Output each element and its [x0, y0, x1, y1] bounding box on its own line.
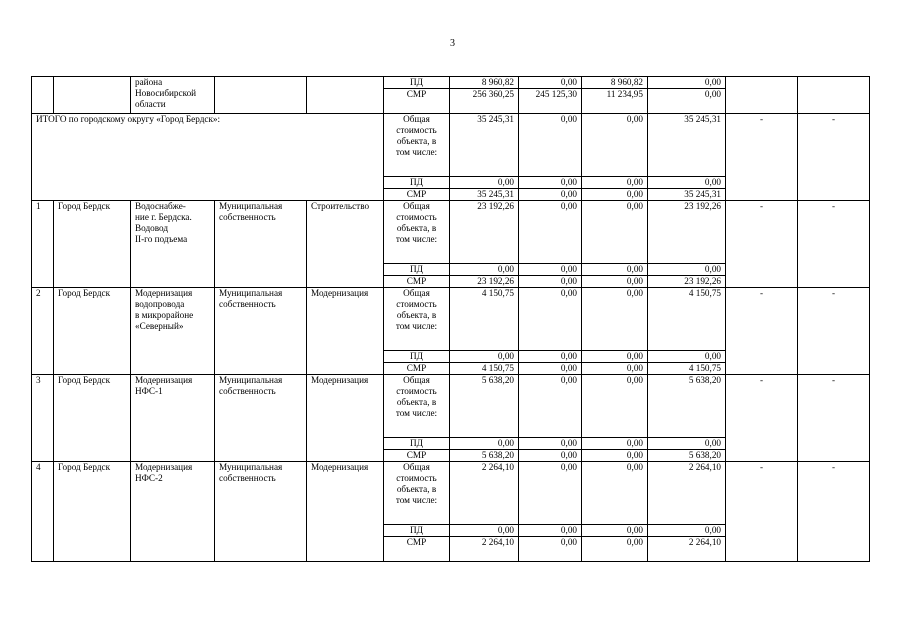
general-cost-line: том числе:: [395, 234, 438, 244]
general-cost-line: том числе:: [395, 321, 438, 331]
value-cell: 0,00: [519, 114, 582, 177]
value-cell: 0,00: [582, 177, 648, 189]
cost-label-cell: ПД: [384, 77, 450, 89]
general-cost-line: объекта, в: [396, 310, 437, 320]
value-cell: 0,00: [519, 363, 582, 375]
value-cell: 5 638,20: [648, 375, 726, 438]
object-name-line: водопровода: [135, 299, 185, 309]
ownership-line: Муниципальная: [219, 288, 283, 298]
value-cell: 0,00: [648, 525, 726, 537]
object-activity-cell: Строительство: [307, 201, 384, 288]
object-index-cell: 2: [32, 288, 54, 375]
object-name-line: в микрорайоне: [135, 310, 194, 320]
object-ownership-cell: [215, 375, 307, 462]
cont-city-cell: [54, 77, 131, 114]
value-cell: 245 125,30: [519, 89, 582, 114]
general-cost-line: Общая: [403, 114, 430, 124]
value-cell: 0,00: [582, 375, 648, 438]
general-cost-cell: [384, 462, 450, 525]
general-cost-line: стоимость: [396, 386, 437, 396]
cost-label-cell: ПД: [384, 438, 450, 450]
general-cost-line: Общая: [403, 288, 430, 298]
object-name-line: НФС-1: [135, 386, 163, 396]
dash-cell: -: [798, 201, 870, 288]
cost-label-cell: СМР: [384, 450, 450, 462]
dash-cell: -: [726, 288, 798, 375]
general-cost-line: объекта, в: [396, 484, 437, 494]
general-cost-line: том числе:: [395, 408, 438, 418]
cont-ownership-cell: [215, 77, 307, 114]
general-cost-line: объекта, в: [396, 136, 437, 146]
object-index-cell: 4: [32, 462, 54, 562]
object-name-cell: [131, 375, 215, 462]
ownership-line: собственность: [219, 299, 276, 309]
general-cost-line: Общая: [403, 201, 430, 211]
value-cell: 0,00: [582, 462, 648, 525]
cont-object-line: Новосибирской: [135, 88, 197, 98]
object-name-line: «Северный»: [135, 321, 184, 331]
object-name-line: Водоснабже-: [135, 201, 186, 211]
object-name-cell: [131, 201, 215, 288]
cost-label-cell: ПД: [384, 177, 450, 189]
value-cell: 35 245,31: [648, 114, 726, 177]
value-cell: 23 192,26: [450, 201, 519, 264]
cost-label-cell: СМР: [384, 537, 450, 562]
general-cost-line: стоимость: [396, 125, 437, 135]
value-cell: 2 264,10: [450, 537, 519, 562]
object-name-line: Модернизация: [135, 462, 193, 472]
value-cell: 0,00: [648, 177, 726, 189]
value-cell: 0,00: [519, 276, 582, 288]
total-label-cell: ИТОГО по городскому округу «Город Бердск»:: [32, 114, 384, 201]
general-cost-cell: [384, 114, 450, 177]
empty-cell: [798, 77, 870, 114]
object-activity-cell: Модернизация: [307, 375, 384, 462]
value-cell: 2 264,10: [648, 537, 726, 562]
value-cell: 4 150,75: [450, 288, 519, 351]
value-cell: 0,00: [519, 77, 582, 89]
ownership-line: Муниципальная: [219, 462, 283, 472]
value-cell: 0,00: [648, 351, 726, 363]
value-cell: 8 960,82: [450, 77, 519, 89]
value-cell: 0,00: [519, 351, 582, 363]
cost-label-cell: СМР: [384, 189, 450, 201]
general-cost-line: Общая: [403, 375, 430, 385]
cont-index-cell: [32, 77, 54, 114]
dash-cell: -: [798, 114, 870, 201]
dash-cell: -: [726, 114, 798, 201]
cost-label-cell: ПД: [384, 525, 450, 537]
dash-cell: -: [726, 375, 798, 462]
dash-cell: -: [798, 375, 870, 462]
object-general-row: [32, 201, 870, 264]
value-cell: 0,00: [519, 525, 582, 537]
value-cell: 35 245,31: [450, 189, 519, 201]
general-cost-line: объекта, в: [396, 397, 437, 407]
value-cell: 0,00: [582, 537, 648, 562]
object-name-line: НФС-2: [135, 473, 163, 483]
ownership-line: собственность: [219, 473, 276, 483]
object-general-row: [32, 462, 870, 525]
value-cell: 0,00: [582, 288, 648, 351]
object-ownership-cell: [215, 462, 307, 562]
page-number: 3: [450, 38, 455, 49]
value-cell: 23 192,26: [648, 276, 726, 288]
value-cell: 0,00: [519, 462, 582, 525]
cont-activity-cell: [307, 77, 384, 114]
general-cost-line: стоимость: [396, 299, 437, 309]
object-name-line: Модернизация: [135, 288, 193, 298]
general-cost-line: стоимость: [396, 473, 437, 483]
value-cell: 0,00: [648, 77, 726, 89]
value-cell: 0,00: [450, 438, 519, 450]
general-cost-cell: [384, 201, 450, 264]
object-general-row: [32, 288, 870, 351]
cont-object-cell: [131, 77, 215, 114]
object-activity-cell: Модернизация: [307, 462, 384, 562]
value-cell: 2 264,10: [648, 462, 726, 525]
value-cell: 0,00: [519, 288, 582, 351]
value-cell: 0,00: [582, 351, 648, 363]
value-cell: 11 234,95: [582, 89, 648, 114]
general-cost-cell: [384, 375, 450, 438]
value-cell: 0,00: [519, 264, 582, 276]
cont-object-line: района: [135, 77, 163, 87]
value-cell: 0,00: [519, 450, 582, 462]
object-name-line: Водовод: [135, 223, 169, 233]
value-cell: 0,00: [582, 438, 648, 450]
value-cell: 0,00: [450, 525, 519, 537]
value-cell: 8 960,82: [582, 77, 648, 89]
value-cell: 23 192,26: [450, 276, 519, 288]
value-cell: 0,00: [582, 114, 648, 177]
value-cell: 0,00: [519, 201, 582, 264]
value-cell: 4 150,75: [450, 363, 519, 375]
general-cost-line: Общая: [403, 462, 430, 472]
value-cell: 0,00: [582, 450, 648, 462]
continuation-pd-row: [32, 77, 870, 89]
object-name-line: ние г. Бердска.: [135, 212, 192, 222]
cost-label-cell: ПД: [384, 351, 450, 363]
object-name-cell: [131, 462, 215, 562]
value-cell: 0,00: [582, 276, 648, 288]
object-city-cell: Город Бердск: [54, 288, 131, 375]
object-index-cell: 3: [32, 375, 54, 462]
object-city-cell: Город Бердск: [54, 375, 131, 462]
value-cell: 35 245,31: [648, 189, 726, 201]
value-cell: 0,00: [582, 264, 648, 276]
ownership-line: собственность: [219, 386, 276, 396]
value-cell: 35 245,31: [450, 114, 519, 177]
object-general-row: [32, 375, 870, 438]
value-cell: 0,00: [450, 264, 519, 276]
dash-cell: -: [798, 462, 870, 562]
value-cell: 0,00: [648, 89, 726, 114]
ownership-line: Муниципальная: [219, 375, 283, 385]
value-cell: 0,00: [519, 189, 582, 201]
cost-label-cell: СМР: [384, 363, 450, 375]
object-ownership-cell: [215, 288, 307, 375]
object-ownership-cell: [215, 201, 307, 288]
cost-label-cell: СМР: [384, 89, 450, 114]
investment-table: [31, 76, 870, 562]
general-cost-line: стоимость: [396, 212, 437, 222]
value-cell: 0,00: [450, 177, 519, 189]
value-cell: 0,00: [582, 363, 648, 375]
general-cost-line: том числе:: [395, 147, 438, 157]
value-cell: 5 638,20: [648, 450, 726, 462]
cost-label-cell: СМР: [384, 276, 450, 288]
cont-object-line: области: [135, 99, 166, 109]
object-index-cell: 1: [32, 201, 54, 288]
value-cell: 0,00: [582, 201, 648, 264]
dash-cell: -: [726, 462, 798, 562]
value-cell: 23 192,26: [648, 201, 726, 264]
value-cell: 2 264,10: [450, 462, 519, 525]
object-name-line: Модернизация: [135, 375, 193, 385]
object-city-cell: Город Бердск: [54, 201, 131, 288]
value-cell: 0,00: [648, 264, 726, 276]
object-name-line: II-го подъема: [135, 234, 188, 244]
dash-cell: -: [726, 201, 798, 288]
value-cell: 0,00: [519, 375, 582, 438]
general-cost-line: объекта, в: [396, 223, 437, 233]
value-cell: 0,00: [519, 177, 582, 189]
value-cell: 0,00: [582, 525, 648, 537]
value-cell: 256 360,25: [450, 89, 519, 114]
value-cell: 4 150,75: [648, 288, 726, 351]
dash-cell: -: [798, 288, 870, 375]
value-cell: 5 638,20: [450, 450, 519, 462]
ownership-line: собственность: [219, 212, 276, 222]
value-cell: 0,00: [519, 537, 582, 562]
value-cell: 4 150,75: [648, 363, 726, 375]
object-city-cell: Город Бердск: [54, 462, 131, 562]
ownership-line: Муниципальная: [219, 201, 283, 211]
empty-cell: [726, 77, 798, 114]
value-cell: 0,00: [648, 438, 726, 450]
total-general-row: [32, 114, 870, 177]
object-activity-cell: Модернизация: [307, 288, 384, 375]
object-name-cell: [131, 288, 215, 375]
value-cell: 0,00: [582, 189, 648, 201]
value-cell: 0,00: [450, 351, 519, 363]
cost-label-cell: ПД: [384, 264, 450, 276]
general-cost-cell: [384, 288, 450, 351]
value-cell: 0,00: [519, 438, 582, 450]
value-cell: 5 638,20: [450, 375, 519, 438]
general-cost-line: том числе:: [395, 495, 438, 505]
